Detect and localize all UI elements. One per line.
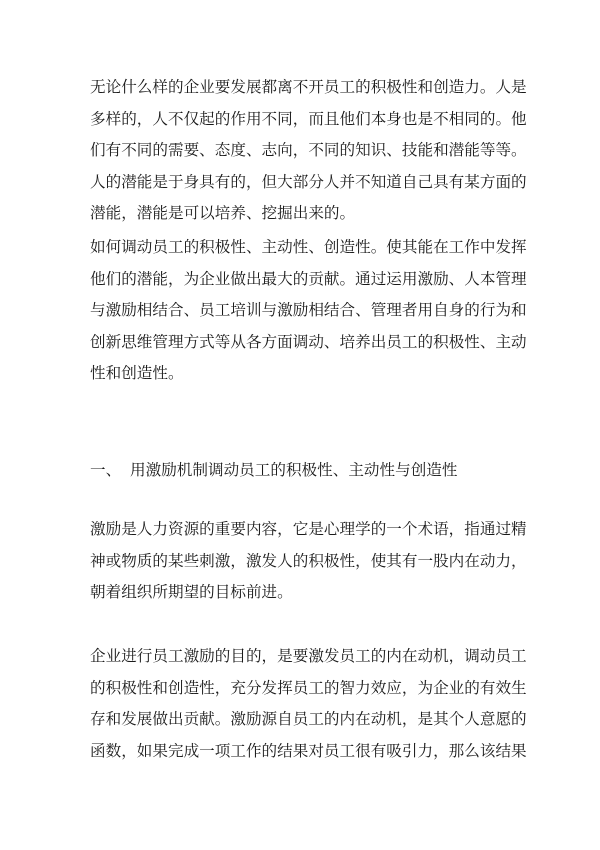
section-heading bbox=[90, 455, 457, 487]
text-line: 存和发展做出贡献。激励源自员工的内在动机，是其个人意愿的 bbox=[90, 710, 527, 728]
text-line: 潜能，潜能是可以培养、挖掘出来的。 bbox=[90, 204, 356, 222]
text-line: 企业进行员工激励的目的，是要激发员工的内在动机，调动员工 bbox=[90, 647, 527, 665]
text-line: 多样的，人不仅起的作用不同，而且他们本身也是不相同的。他 bbox=[90, 109, 527, 128]
text-line: 神或物质的某些刺激，激发人的积极性，使其有一股内在动力， bbox=[90, 551, 527, 570]
paragraph-1 bbox=[90, 72, 527, 230]
paragraph-3 bbox=[90, 514, 527, 609]
text-line: 如何调动员工的积极性、主动性、创造性。使其能在工作中发挥 bbox=[90, 238, 527, 256]
text-line: 无论什么样的企业要发展都离不开员工的积极性和创造力。人是 bbox=[90, 78, 527, 96]
text-line: 创新思维管理方式等从各方面调动、培养出员工的积极性、主动 bbox=[90, 332, 527, 351]
section-number: 一、 bbox=[90, 461, 122, 479]
text-line: 函数，如果完成一项工作的结果对员工很有吸引力，那么该结果 bbox=[90, 741, 527, 760]
text-line: 人的潜能是于身具有的，但大部分人并不知道自己具有某方面的 bbox=[90, 172, 527, 191]
text-line: 他们的潜能，为企业做出最大的贡献。通过运用激励、人本管理 bbox=[90, 269, 527, 288]
text-line: 与激励相结合、员工培训与激励相结合、管理者用自身的行为和 bbox=[90, 301, 527, 319]
text-line: 性和创造性。 bbox=[90, 364, 184, 382]
section-title: 用激励机制调动员工的积极性、主动性与创造性 bbox=[130, 461, 458, 479]
paragraph-4 bbox=[90, 641, 527, 767]
text-line: 激励是人力资源的重要内容，它是心理学的一个术语，指通过精 bbox=[90, 520, 527, 538]
text-line: 朝着组织所期望的目标前进。 bbox=[90, 583, 293, 601]
text-line: 们有不同的需要、态度、志向，不同的知识、技能和潜能等等。 bbox=[90, 141, 527, 159]
text-line: 的积极性和创造性，充分发挥员工的智力效应，为企业的有效生 bbox=[90, 678, 527, 697]
paragraph-2 bbox=[90, 232, 527, 390]
